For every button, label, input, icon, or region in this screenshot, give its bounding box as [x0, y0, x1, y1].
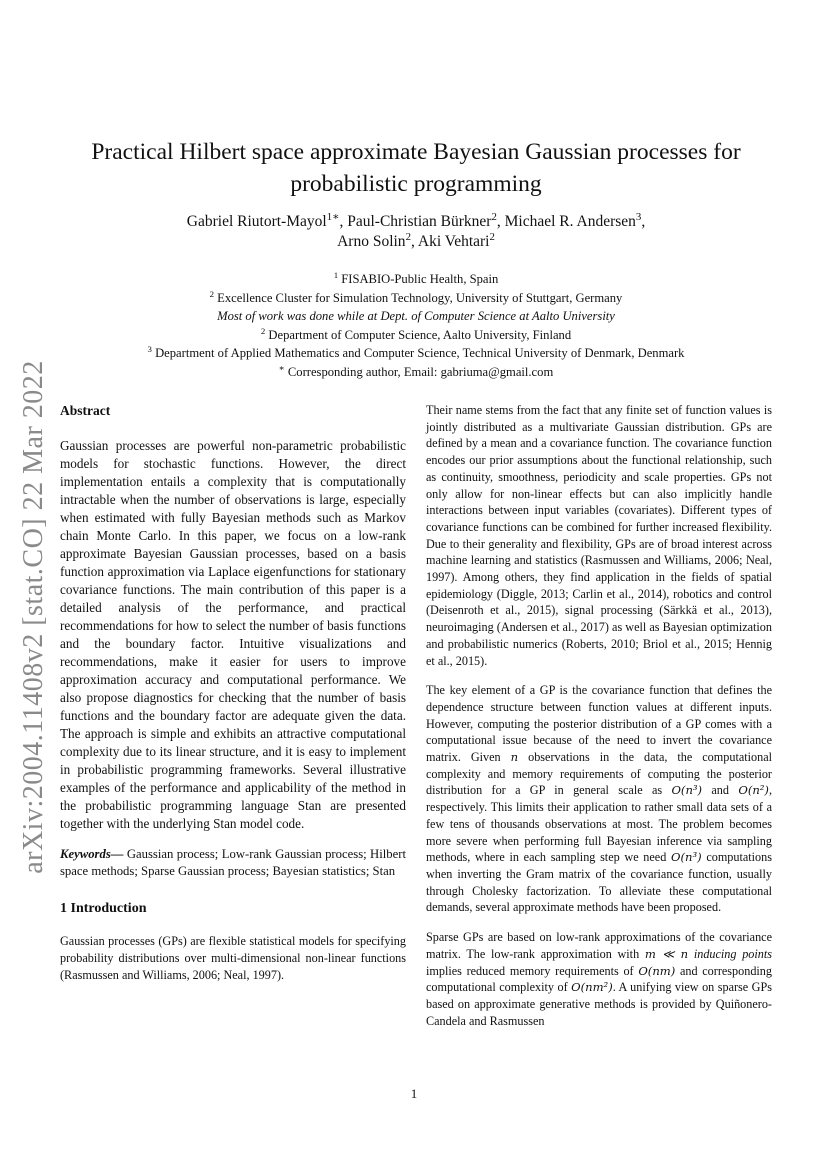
text-run: computations when inverting the Gram matrix of the covariance function, usually through Cholesky factorization. To alleviate these computational demands, several approximate methods have been proposed. — [426, 850, 772, 915]
author-affiliation-mark: 1∗ — [326, 210, 340, 223]
arxiv-watermark — [14, 357, 54, 877]
affiliation-mark: 2 — [209, 288, 215, 299]
text-run: and — [702, 783, 739, 798]
author-affiliation-mark: 3 — [635, 210, 642, 223]
author-affiliation-mark: 2 — [491, 210, 497, 223]
affiliation-text: Corresponding author, Email: gabriuma@gmail.com — [284, 364, 554, 379]
abstract-body: Gaussian processes are powerful non-parametric probabilistic models for stochastic functions. However, the direct implementation entails a complexity that is computationally intractable when the number of observations is large, especially when estimated with fully Bayesian methods such as Markov chain Monte Carlo. In this paper, we focus on a low-rank approximate Bayesian Gaussian processes, based on a basis function approximation via Laplace eigenfunctions for stationary covariance functions. The main contribution of this paper is a detailed analysis of the performance, and practical recommendations for how to select the number of basis functions and the boundary factor. Intuitive visualizations and recommendations, make it easier for users to improve approximation accuracy and computational performance. We also propose diagnostics for checking that the number of basis functions and the boundary factor are adequate given the data. The approach is simple and exhibits an attractive computational complexity due to its linear structure, and it is easy to implement in probabilistic programming frameworks. Several illustrative examples of the performance and applicability of the method in the probabilistic programming language Stan are presented together with the underlying Stan model code. — [60, 438, 406, 832]
affiliation-text: FISABIO-Public Health, Spain — [338, 272, 499, 286]
author-affiliation-mark: 2 — [405, 230, 411, 243]
author-name: , Michael R. Andersen — [496, 213, 636, 230]
author-name: , Paul-Christian Bürkner — [339, 213, 492, 230]
body-paragraph — [426, 929, 772, 1029]
affiliation-text: Department of Applied Mathematics and Computer Science, Technical University of Denmark, Denmark — [151, 346, 685, 361]
text-run: implies reduced memory requirements of — [426, 963, 639, 978]
affiliation-list — [60, 270, 772, 382]
math-complexity: O(n²) — [738, 783, 769, 798]
affiliation-text: Excellence Cluster for Simulation Technology, University of Stuttgart, Germany — [214, 290, 623, 305]
left-column — [60, 402, 406, 996]
author-list — [60, 212, 772, 252]
affiliation-text: Department of Computer Science, Aalto University, Finland — [265, 327, 572, 342]
author-name: , Aki Vehtari — [410, 233, 490, 250]
affiliation-line — [60, 326, 772, 345]
math-complexity: O(nm) — [638, 963, 676, 978]
author-affiliation-mark: 2 — [489, 230, 495, 243]
text-run: , respectively. This limits their application to rather small data sets of a few tens of thousands observations at most. The problem becomes more severe when performing full Bayesian inference via sampling methods, where in each sampling step we need — [426, 783, 772, 865]
keywords-label: Keywords— — [60, 847, 124, 862]
affiliation-mark: 2 — [260, 325, 266, 336]
author-separator: , — [641, 213, 646, 230]
body-paragraph: Their name stems from the fact that any finite set of function values is jointly distributed as a multivariate Gaussian distribution. GPs are defined by a mean and a covariance function. The covariance function encodes our prior assumptions about the functional relationship, such as continuity, smoothness, periodicity and scale properties. GPs not only allow for non-linear effects but can also implicitly handle interactions between input variables (covariates). Different types of covariance functions can be combined for further increased flexibility. Due to their generality and flexibility, GPs are of broad interest across machine learning and statistics (Rasmussen and Williams, 2006; Neal, 1997). Among others, they find application in the fields of spatial epidemiology (Diggle, 2013; Carlin et al., 2014), robotics and control (Deisenroth et al., 2015), signal processing (Särkkä et al., 2013), neuroimaging (Andersen et al., 2017) as well as Bayesian optimization and probabilistic numerics (Roberts, 2010; Briol et al., 2015; Hennig et al., 2015). — [426, 403, 772, 668]
introduction-paragraph: Gaussian processes (GPs) are flexible statistical models for specifying probability distributions over multi-dimensional non-linear functions (Rasmussen and Williams, 2006; Neal, 1997). — [60, 934, 406, 982]
affiliation-mark: 3 — [147, 344, 152, 355]
emphasis-inducing-points: inducing points — [688, 946, 772, 961]
abstract-heading: Abstract — [60, 403, 111, 418]
arxiv-identifier: arXiv:2004.11408v2 [stat.CO] 22 Mar 2022 — [18, 360, 50, 874]
keywords-text: Gaussian process; Low-rank Gaussian process; Hilbert space methods; Sparse Gaussian process; Bayesian statistics; Stan — [60, 847, 406, 879]
page-number: 1 — [410, 1086, 418, 1101]
affiliation-mark: ∗ — [278, 362, 285, 373]
text-run: . A unifying view on sparse GPs based on approximate generative methods is provided by Quiñonero-Candela and Rasmussen — [426, 980, 772, 1028]
corresponding-author-line — [60, 363, 772, 382]
right-column — [426, 402, 772, 1042]
affiliation-line — [60, 289, 772, 308]
author-name: Arno Solin — [337, 233, 406, 250]
affiliation-line — [60, 270, 772, 289]
paper-title: Practical Hilbert space approximate Bayesian Gaussian processes for probabilistic programming — [91, 139, 741, 197]
math-n: n — [510, 750, 519, 765]
text-run: observations in the data, the computational complexity and memory requirements of computing the posterior distribution for a GP in general scale as — [426, 750, 772, 798]
math-complexity: O(nm²) — [571, 980, 613, 995]
body-paragraph — [426, 682, 772, 916]
text-run: The key element of a GP is the covariance function that defines the dependence structure between function values at different inputs. However, computing the posterior distribution of a GP comes with a computational issue because of the need to invert the covariance matrix. Given — [426, 683, 772, 765]
math-complexity: O(n³) — [671, 783, 703, 798]
section-heading-introduction: 1 Introduction — [60, 901, 147, 917]
affiliation-line — [60, 344, 772, 363]
affiliation-note — [60, 307, 772, 326]
keywords — [60, 846, 406, 880]
text-run: and corresponding computational complexity of — [426, 963, 772, 995]
math-complexity: O(n³) — [671, 850, 702, 865]
affiliation-mark: 1 — [333, 269, 339, 280]
affiliation-text: Most of work was done while at Dept. of Computer Science at Aalto University — [217, 309, 615, 324]
author-name: Gabriel Riutort-Mayol — [186, 213, 327, 230]
math-m-less-n: m ≪ n — [644, 946, 689, 961]
text-run: Sparse GPs are based on low-rank approximations of the covariance matrix. The low-rank approximation with — [426, 930, 772, 961]
